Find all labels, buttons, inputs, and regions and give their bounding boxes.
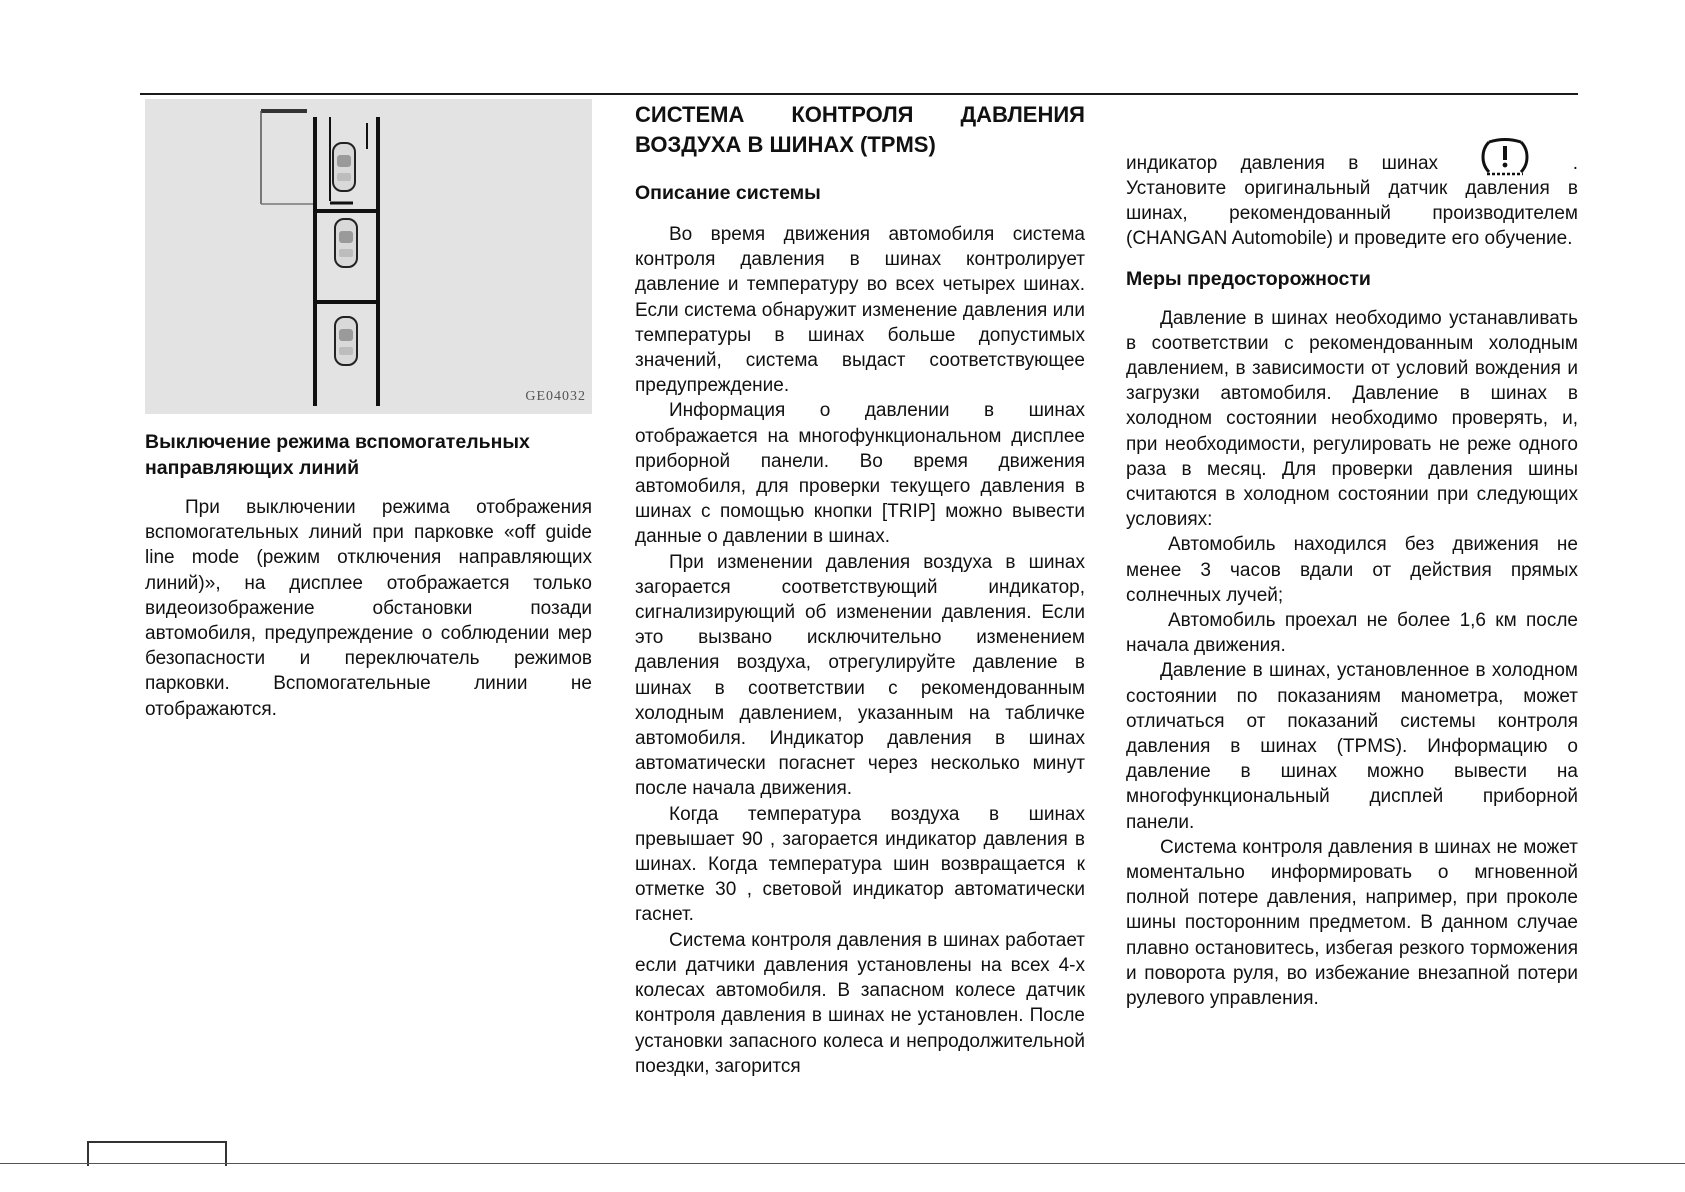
title-word-1: СИСТЕМА (635, 102, 745, 127)
guide-lines-off-paragraph: При выключении режима отображения вспомогательных линий при парковке «off guide line mode (режим отключения направляющих линий)», на дисплее отображается только видеоизображение обстановки позади автомобиля, предупреждение о соблюдении мер безопасности и переключатель режимов парковки. Вспомогательные линии не отображаются. (145, 497, 592, 720)
section-title-line-2: ВОЗДУХА В ШИНАХ (TPMS) (635, 132, 936, 157)
tpms-line-end: . (1572, 152, 1578, 174)
mid-paragraph-4: Когда температура воздуха в шинах превышает 90 , загорается индикатор давления в шинах. Когда температура шин возвращается к отметке 30 , световой индикатор автоматически гаснет. (635, 803, 1085, 926)
left-column (145, 99, 592, 722)
system-description-heading: Описание системы (635, 182, 821, 204)
parking-guide-figure (145, 99, 592, 414)
mid-paragraph-2: Информация о давлении в шинах отображается на многофункциональном дисплее приборной панели. Во время движения автомобиля, для проверки текущего давления в шинах с помощью кнопки [TRIP] можно вывести данные о давлении в шинах. (635, 400, 1085, 548)
right-paragraph-4: Давление в шинах, установленное в холодном состоянии по показаниям манометра, может отличаться от показаний системы контроля давления в шинах (TPMS). Информацию о давление в шинах можно вывести на многофункциональный дисплей приборной панели. (1126, 660, 1578, 833)
car-2 (335, 219, 357, 267)
tpms-line-text: индикатор давления в шинах (1126, 152, 1439, 174)
right-paragraph-5: Система контроля давления в шинах не может моментально информировать о мгновенной полной потере давления, например, при проколе шины посторонним предметом. В данном случае плавно остановитесь, избегая резкого торможения и поворота руля, во избежание внезапной потери рулевого управления. (1126, 836, 1578, 1010)
top-rule (140, 93, 1578, 95)
middle-column (635, 100, 1085, 1079)
mid-paragraph-3: При изменении давления воздуха в шинах загорается соответствующий индикатор, сигнализирующий об изменении давления. Если это вызвано исключительно изменением давления воздуха, отрегулируйте давление в шинах в соответствии с рекомендованным холодным давлением, указанным на табличке автомобиля. Индикатор давления в шинах автоматически погаснет через несколько минут после начала движения. (635, 551, 1085, 800)
mid-paragraph-1: Во время движения автомобиля система контроля давления в шинах контролирует давление и температуру во всех четырех шинах. Если система обнаружит изменение давления или температуры в шинах больше допустимых значений, система выдаст соответствующее предупреждение. (635, 224, 1085, 397)
car-1 (333, 143, 355, 191)
tpms-indicator-line (1126, 132, 1578, 176)
parking-lanes-illustration (145, 99, 592, 414)
right-paragraph-intro: Установите оригинальный датчик давления в шинах, рекомендованный производителем (CHANGAN Automobile) и проведите его обучение. (1126, 178, 1578, 250)
right-paragraph-3: Автомобиль проехал не более 1,6 км после начала движения. (1126, 610, 1578, 657)
guide-lines-off-heading: Выключение режима вспомогательных направляющих линий (145, 431, 530, 479)
right-paragraph-1: Давление в шинах необходимо устанавливать в соответствии с рекомендованным холодным давлением, в зависимости от условий вождения и загрузки автомобиля. Давление в шинах в холодном состоянии необходимо проверять, и, при необходимости, регулировать не реже одного раза в месяц. Для проверки давления шины считаются в холодном состоянии при следующих условиях: (1126, 307, 1578, 531)
title-word-2: КОНТРОЛЯ (791, 102, 914, 127)
mid-paragraph-5: Система контроля давления в шинах работает если датчики давления установлены на всех 4-х колесах автомобиля. В запасном колесе датчик контроля давления в шинах не установлен. После установки запасного колеса и непродолжительной поездки, загорится (635, 929, 1085, 1077)
figure-code: GE04032 (525, 388, 586, 404)
section-title-line-1 (635, 100, 1085, 130)
car-3 (335, 317, 357, 365)
section-title (635, 100, 1085, 160)
title-word-3: ДАВЛЕНИЯ (960, 102, 1085, 127)
right-column (1126, 132, 1578, 1011)
precautions-heading: Меры предосторожности (1126, 267, 1371, 290)
right-paragraph-2: Автомобиль находился без движения не менее 3 часов вдали от действия прямых солнечных лучей; (1126, 534, 1578, 606)
bottom-rule (0, 1163, 1685, 1164)
tpms-warning-icon (1477, 136, 1533, 180)
